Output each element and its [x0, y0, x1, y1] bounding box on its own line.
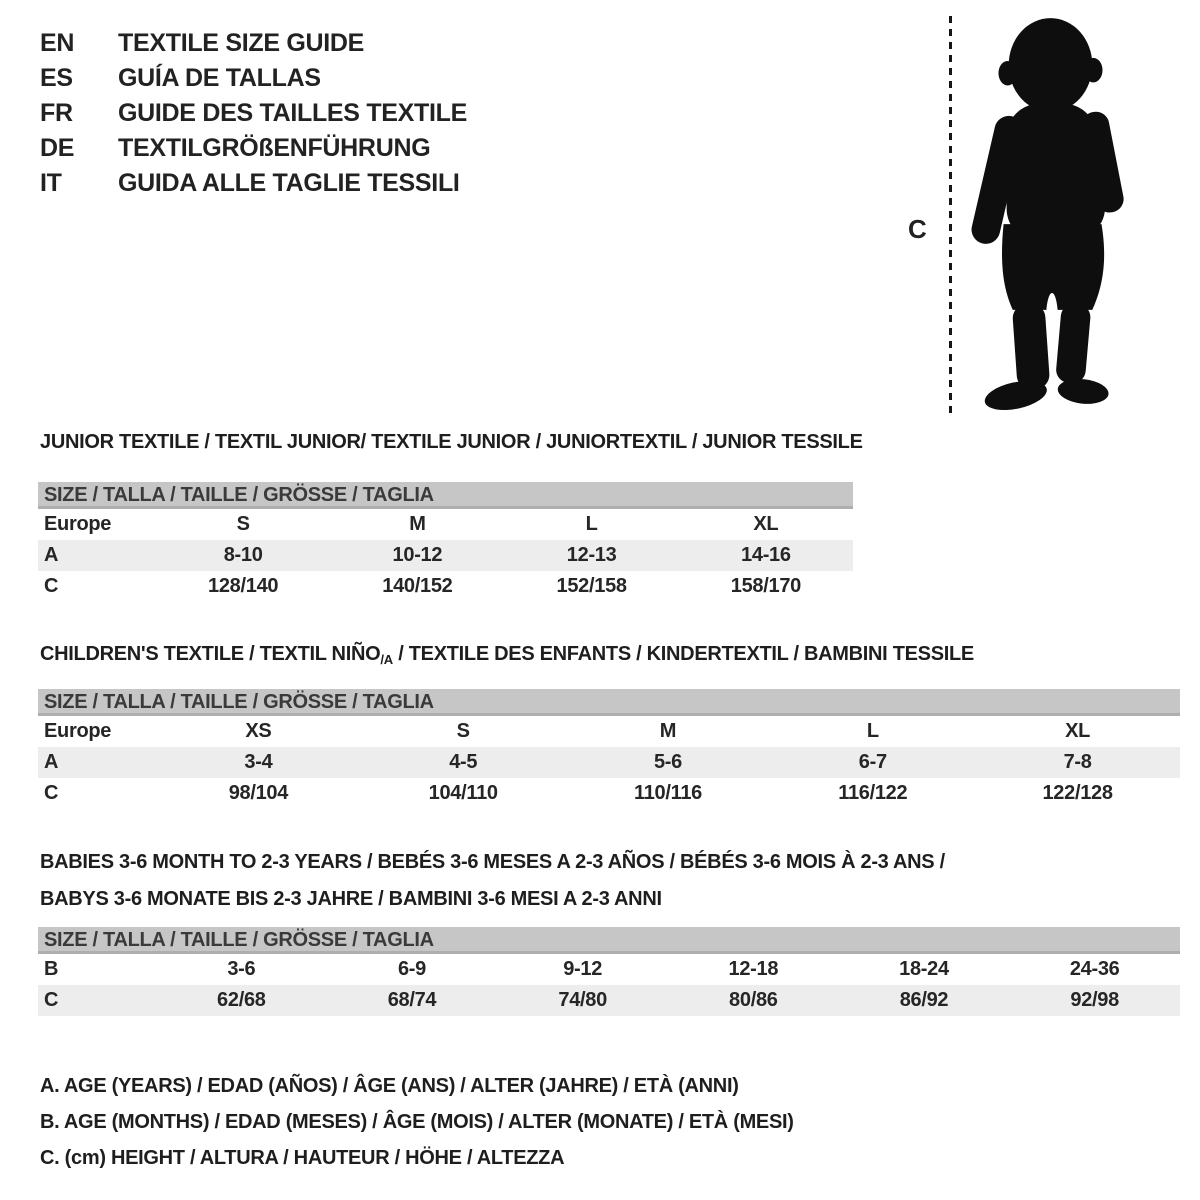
- table-cell: 104/110: [428, 782, 498, 804]
- language-row: [40, 96, 467, 131]
- table-cell: 110/116: [633, 782, 702, 804]
- language-code: DE: [40, 134, 75, 162]
- table-cell: 10-12: [392, 544, 443, 566]
- table-cell: 9-12: [563, 958, 603, 980]
- row-label: Europe: [44, 720, 112, 742]
- language-title: GUÍA DE TALLAS: [118, 64, 321, 92]
- table-cell: XL: [753, 513, 779, 535]
- table-cell: 86/92: [899, 989, 949, 1011]
- children-size-table: [38, 689, 1180, 809]
- table-cell: 158/170: [730, 575, 801, 597]
- table-cell: 3-4: [244, 751, 273, 773]
- table-cell: XL: [1065, 720, 1091, 742]
- table-row: [38, 778, 1180, 809]
- language-code: IT: [40, 169, 62, 197]
- measurement-legend: [40, 1068, 794, 1176]
- table-cell: 6-7: [858, 751, 887, 773]
- children-heading-text: CHILDREN'S TEXTILE / TEXTIL NIÑO: [40, 643, 381, 665]
- language-title-list: [40, 26, 467, 201]
- row-label: C: [44, 575, 59, 597]
- table-cell: 62/68: [217, 989, 266, 1011]
- table-cell: 98/104: [228, 782, 289, 804]
- table-cell: XS: [245, 720, 272, 742]
- table-cell: S: [456, 720, 470, 742]
- table-cell: 5-6: [653, 751, 682, 773]
- table-cell: 3-6: [227, 958, 256, 980]
- legend-line-a: A. AGE (YEARS) / EDAD (AÑOS) / ÂGE (ANS) / ALTER (JAHRE) / ETÀ (ANNI): [40, 1075, 739, 1097]
- table-cell: M: [659, 720, 677, 742]
- height-measure-dashed-line: [949, 16, 952, 416]
- table-cell: 12-18: [728, 958, 779, 980]
- children-heading-subscript: /A: [380, 652, 393, 667]
- language-code: ES: [40, 64, 73, 92]
- language-code: EN: [40, 29, 75, 57]
- language-row: [40, 166, 467, 201]
- table-row: [38, 571, 853, 602]
- table-cell: M: [409, 513, 426, 535]
- babies-section-heading-line1: BABIES 3-6 MONTH TO 2-3 YEARS / BEBÉS 3-6 MESES A 2-3 AÑOS / BÉBÉS 3-6 MOIS À 2-3 ANS /: [40, 851, 945, 873]
- table-row: [38, 985, 1180, 1016]
- table-cell: 14-16: [741, 544, 791, 566]
- junior-section-heading: JUNIOR TEXTILE / TEXTIL JUNIOR/ TEXTILE JUNIOR / JUNIORTEXTIL / JUNIOR TESSILE: [40, 431, 863, 453]
- table-cell: 92/98: [1070, 989, 1119, 1011]
- legend-line-c: C. (cm) HEIGHT / ALTURA / HAUTEUR / HÖHE / ALTEZZA: [40, 1147, 565, 1169]
- table-cell: 140/152: [382, 575, 453, 597]
- table-cell: 12-13: [566, 544, 617, 566]
- row-label: A: [44, 544, 59, 566]
- row-label: C: [44, 989, 59, 1011]
- toddler-silhouette: [958, 12, 1143, 420]
- table-cell: L: [585, 513, 598, 535]
- language-title: GUIDE DES TAILLES TEXTILE: [118, 99, 468, 127]
- table-cell: 68/74: [387, 989, 437, 1011]
- table-row: [38, 954, 1180, 985]
- language-row: [40, 26, 467, 61]
- legend-line-b: B. AGE (MONTHS) / EDAD (MESES) / ÂGE (MOIS) / ALTER (MONATE) / ETÀ (MESI): [40, 1111, 794, 1133]
- table-row: [38, 716, 1180, 747]
- table-cell: 116/122: [838, 782, 908, 804]
- table-cell: 80/86: [729, 989, 778, 1011]
- table-row: [38, 540, 853, 571]
- table-cell: 18-24: [899, 958, 949, 980]
- table-cell: 122/128: [1042, 782, 1113, 804]
- size-header-band: SIZE / TALLA / TAILLE / GRÖSSE / TAGLIA: [38, 482, 853, 509]
- toddler-silhouette-graphic: [958, 12, 1143, 420]
- table-cell: 24-36: [1069, 958, 1120, 980]
- children-section-heading: [40, 643, 974, 667]
- table-cell: 152/158: [556, 575, 627, 597]
- table-cell: 8-10: [223, 544, 263, 566]
- row-label: C: [44, 782, 59, 804]
- table-cell: 128/140: [208, 575, 279, 597]
- language-title: TEXTILGRÖßENFÜHRUNG: [118, 134, 431, 162]
- language-title: TEXTILE SIZE GUIDE: [118, 29, 365, 57]
- language-title: GUIDA ALLE TAGLIE TESSILI: [118, 169, 460, 197]
- language-row: [40, 131, 467, 166]
- height-measure-label: C: [908, 214, 927, 244]
- junior-size-table: [38, 482, 853, 602]
- babies-section-heading-line2: BABYS 3-6 MONATE BIS 2-3 JAHRE / BAMBINI 3-6 MESI A 2-3 ANNI: [40, 888, 662, 910]
- row-label: B: [44, 958, 59, 980]
- babies-size-table: [38, 927, 1180, 1016]
- table-cell: S: [236, 513, 250, 535]
- table-cell: 6-9: [397, 958, 426, 980]
- row-label: Europe: [44, 513, 112, 535]
- table-row: [38, 747, 1180, 778]
- children-heading-text: / TEXTILE DES ENFANTS / KINDERTEXTIL / BAMBINI TESSILE: [392, 643, 974, 665]
- table-cell: L: [866, 720, 879, 742]
- row-label: A: [44, 751, 59, 773]
- table-cell: 4-5: [449, 751, 478, 773]
- table-cell: 74/80: [558, 989, 607, 1011]
- language-row: [40, 61, 467, 96]
- table-cell: 7-8: [1063, 751, 1092, 773]
- size-header-band: SIZE / TALLA / TAILLE / GRÖSSE / TAGLIA: [38, 689, 1180, 716]
- size-header-band: SIZE / TALLA / TAILLE / GRÖSSE / TAGLIA: [38, 927, 1180, 954]
- language-code: FR: [40, 99, 73, 127]
- table-row: [38, 509, 853, 540]
